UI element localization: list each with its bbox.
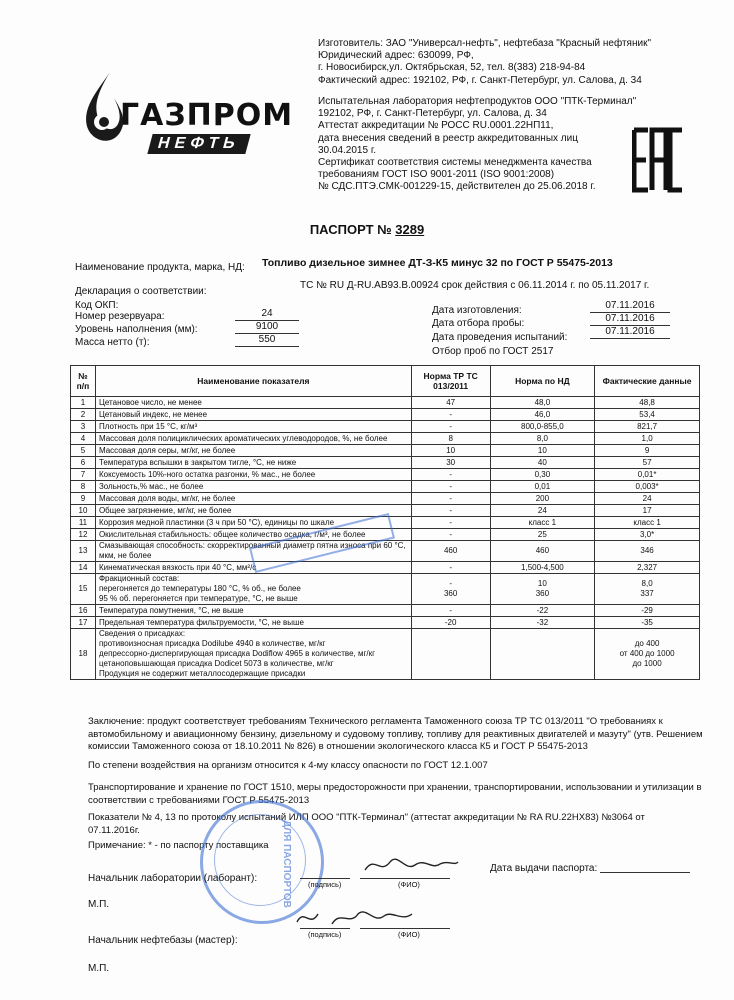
row-number: 12 — [71, 529, 96, 541]
row-actual: до 400 от 400 до 1000 до 1000 — [595, 629, 700, 680]
col-number-header: № п/п — [71, 366, 96, 397]
eac-mark — [632, 120, 684, 200]
row-nd: 8,0 — [490, 433, 595, 445]
row-actual: 53,4 — [595, 409, 700, 421]
row-number: 4 — [71, 433, 96, 445]
row-nd: 46,0 — [490, 409, 595, 421]
lab-head-label: Начальник лаборатории (лаборант): — [88, 873, 258, 884]
table-row — [71, 562, 700, 574]
row-actual: 0,01* — [595, 469, 700, 481]
sampling-standard: Отбор проб по ГОСТ 2517 — [432, 346, 554, 357]
row-nd: 0,30 — [490, 469, 595, 481]
row-number: 18 — [71, 629, 96, 680]
row-nd: 10 — [490, 445, 595, 457]
depot-head-label: Начальник нефтебазы (мастер): — [88, 935, 238, 946]
row-number: 2 — [71, 409, 96, 421]
okp-label: Код ОКП: — [75, 300, 119, 311]
table-row — [71, 493, 700, 505]
row-tr-ts — [411, 629, 490, 680]
lab-line: Испытательная лаборатория нефтепродуктов ООО "ПТК-Терминал" — [318, 96, 637, 107]
table-row — [71, 457, 700, 469]
table-row — [71, 541, 700, 562]
row-actual: 8,0 337 — [595, 574, 700, 605]
row-tr-ts: - — [411, 605, 490, 617]
row-actual: 24 — [595, 493, 700, 505]
row-name: Смазывающая способность: скорректированный диаметр пятна износа при 60 °С, мкм, не более — [95, 541, 411, 562]
row-nd — [490, 629, 595, 680]
lab-signature-line — [300, 878, 350, 879]
maker-line: Фактический адрес: 192102, РФ, г. Санкт-Петербург, ул. Салова, д. 34 — [318, 74, 642, 86]
table-row — [71, 421, 700, 433]
row-name: Окислительная стабильность: общее количество осадка, г/м³, не более — [95, 529, 411, 541]
net-mass-value: 550 — [235, 333, 299, 347]
row-number: 13 — [71, 541, 96, 562]
manufacture-date-value: 07.11.2016 — [590, 299, 670, 313]
row-tr-ts: 30 — [411, 457, 490, 469]
sampling-date-label: Дата отбора пробы: — [432, 318, 525, 329]
lab-line: дата внесения сведений в реестр аккредитованных лиц — [318, 132, 578, 144]
row-nd: 800,0-855,0 — [490, 421, 595, 433]
row-tr-ts: - — [411, 469, 490, 481]
row-name: Кинематическая вязкость при 40 °С, мм²/с — [95, 562, 411, 574]
passport-number: 3289 — [395, 222, 425, 237]
tank-label: Номер резервуара: — [75, 311, 165, 322]
row-nd: 0,01 — [490, 481, 595, 493]
row-name: Предельная температура фильтруемости, °С, не выше — [95, 617, 411, 629]
net-mass-label: Масса нетто (т): — [75, 337, 150, 348]
row-actual: -35 — [595, 617, 700, 629]
row-actual: 3,0* — [595, 529, 700, 541]
row-actual: 9 — [595, 445, 700, 457]
row-number: 10 — [71, 505, 96, 517]
maker-line: Изготовитель: ЗАО "Универсал-нефть", нефтебаза "Красный нефтяник" — [318, 38, 651, 49]
table-row — [71, 409, 700, 421]
row-name: Цетановый индекс, не менее — [95, 409, 411, 421]
row-number: 8 — [71, 481, 96, 493]
passport-title — [0, 222, 734, 237]
table-row — [71, 445, 700, 457]
col-actual-header: Фактические данные — [595, 366, 700, 397]
transport-text: Транспортирование и хранение по ГОСТ 1510, меры предосторожности при хранении, транспортировании, использовании и утилизации в соответствии с требованиями ГОСТ Р 55475-2013 — [88, 782, 702, 806]
signature-caption: (подпись) — [308, 880, 342, 889]
sampling-date-value: 07.11.2016 — [590, 312, 670, 326]
depot-signature-line — [300, 928, 350, 929]
row-tr-ts: - — [411, 562, 490, 574]
row-name: Температура вспышки в закрытом тигле, °С, не ниже — [95, 457, 411, 469]
row-tr-ts: - — [411, 529, 490, 541]
row-tr-ts: - — [411, 409, 490, 421]
declaration-label: Декларация о соответствии: — [75, 286, 207, 297]
row-name: Температура помутнения, °С, не выше — [95, 605, 411, 617]
row-name: Зольность,% мас., не более — [95, 481, 411, 493]
row-name: Плотность при 15 °С, кг/м³ — [95, 421, 411, 433]
tank-value: 24 — [235, 307, 299, 321]
fill-level-value: 9100 — [235, 320, 299, 334]
row-actual: 1,0 — [595, 433, 700, 445]
passport-label: ПАСПОРТ № — [309, 222, 392, 237]
row-tr-ts: 10 — [411, 445, 490, 457]
lab-signature — [360, 850, 460, 880]
row-nd: 200 — [490, 493, 595, 505]
row-tr-ts: - — [411, 517, 490, 529]
row-tr-ts: - — [411, 481, 490, 493]
row-name: Массовая доля воды, мг/кг, не более — [95, 493, 411, 505]
maker-line: г. Новосибирск,ул. Октябрьская, 52, тел. 8(383) 218-94-84 — [318, 62, 586, 74]
row-nd: 24 — [490, 505, 595, 517]
row-number: 7 — [71, 469, 96, 481]
mp-label-2: М.П. — [88, 963, 110, 974]
table-row — [71, 469, 700, 481]
col-name-header: Наименование показателя — [95, 366, 411, 397]
test-date-value: 07.11.2016 — [590, 325, 670, 339]
round-stamp-inner — [214, 814, 306, 906]
row-tr-ts: - — [411, 505, 490, 517]
product-name-label: Наименование продукта, марка, НД: — [75, 262, 245, 273]
row-tr-ts: - — [411, 493, 490, 505]
signature-caption-2: (подпись) — [308, 930, 342, 939]
col-nd-header: Норма по НД — [490, 366, 595, 397]
row-name: Коррозия медной пластинки (3 ч при 50 °С), единицы по шкале — [95, 517, 411, 529]
row-actual: класс 1 — [595, 517, 700, 529]
row-number: 1 — [71, 397, 96, 409]
table-header-row — [71, 366, 700, 397]
row-name: Общее загрязнение, мг/кг, не более — [95, 505, 411, 517]
row-number: 16 — [71, 605, 96, 617]
row-nd: 460 — [490, 541, 595, 562]
row-number: 11 — [71, 517, 96, 529]
row-number: 3 — [71, 421, 96, 433]
row-number: 17 — [71, 617, 96, 629]
lab-line: Аттестат аккредитации № РОСС RU.0001.22НП11, — [318, 120, 554, 132]
row-number: 14 — [71, 562, 96, 574]
hazard-text: По степени воздействия на организм относится к 4-му классу опасности по ГОСТ 12.1.007 — [88, 760, 488, 771]
fill-level-label: Уровень наполнения (мм): — [75, 324, 198, 335]
declaration-value: ТС № RU Д-RU.АВ93.В.00924 срок действия с 06.11.2014 г. по 05.11.2017 г. — [300, 280, 650, 291]
manufacture-date-label: Дата изготовления: — [432, 305, 522, 316]
row-nd: 1,500-4,500 — [490, 562, 595, 574]
row-actual: 2,327 — [595, 562, 700, 574]
row-nd: 40 — [490, 457, 595, 469]
test-date-label: Дата проведения испытаний: — [432, 332, 568, 343]
row-tr-ts: -20 — [411, 617, 490, 629]
fio-caption: (ФИО) — [398, 880, 420, 889]
mp-label-1: М.П. — [88, 899, 110, 910]
product-name-value: Топливо дизельное зимнее ДТ-З-К5 минус 32 по ГОСТ Р 55475-2013 — [262, 257, 613, 269]
table-row — [71, 605, 700, 617]
row-tr-ts: 47 — [411, 397, 490, 409]
row-name: Массовая доля полициклических ароматических углеводородов, %, не более — [95, 433, 411, 445]
row-actual: 48,8 — [595, 397, 700, 409]
row-name: Цетановое число, не менее — [95, 397, 411, 409]
row-actual: 17 — [595, 505, 700, 517]
row-nd: 48,0 — [490, 397, 595, 409]
indicators-text: Показатели № 4, 13 по протоколу испытаний ИЛП ООО "ПТК-Терминал" (аттестат аккредитации № RA RU.22НХ83) №3064 от 07.11.2016г. — [88, 812, 645, 836]
brand-top: ГАЗПРОМ — [120, 98, 294, 133]
lab-line: № СДС.ПТЭ.СМК-001229-15, действителен до 25.06.2018 г. — [318, 181, 596, 193]
lab-line: Сертификат соответствия системы менеджмента качества — [318, 157, 592, 169]
lab-line: 192102, РФ, г. Санкт-Петербург, ул. Салова, д. 34 — [318, 108, 547, 120]
lab-line: 30.04.2015 г. — [318, 144, 377, 156]
row-nd: -22 — [490, 605, 595, 617]
stamp-text: ДЛЯ ПАСПОРТОВ — [281, 820, 292, 908]
row-actual: 346 — [595, 541, 700, 562]
table-row — [71, 574, 700, 605]
table-row — [71, 481, 700, 493]
row-number: 6 — [71, 457, 96, 469]
row-number: 5 — [71, 445, 96, 457]
note-text: Примечание: * - по паспорту поставщика — [88, 840, 269, 851]
row-name: Фракционный состав: перегоняется до температуры 180 °С, % об., не более 95 % об. перегоняется при температуре, °С, не выше — [95, 574, 411, 605]
row-nd: класс 1 — [490, 517, 595, 529]
fio-caption-2: (ФИО) — [398, 930, 420, 939]
table-row — [71, 433, 700, 445]
issue-date-line — [600, 872, 690, 873]
brand-bottom: НЕФТЬ — [147, 134, 250, 154]
col-tr-ts-header: Норма ТР ТС 013/2011 — [411, 366, 490, 397]
table-row — [71, 629, 700, 680]
row-actual: 821,7 — [595, 421, 700, 433]
issue-date-label: Дата выдачи паспорта: — [490, 863, 598, 874]
lab-line: требованиям ГОСТ ISO 9001-2011 (ISO 9001:2008) — [318, 169, 555, 181]
row-actual: 57 — [595, 457, 700, 469]
table-row — [71, 397, 700, 409]
row-actual: -29 — [595, 605, 700, 617]
row-name: Сведения о присадках: противоизносная присадка Dodilube 4940 в количестве, мг/кг депрессорно-диспергирующая присадка Dodiflow 4965 в количестве, мг/кг цетаноповышающая присадка Dodicet 5073 в количестве, мг/кг Продукция не содержит металлосодержащие присадки — [95, 629, 411, 680]
row-name: Коксуемость 10%-ного остатка разгонки, % мас., не более — [95, 469, 411, 481]
depot-fio-line — [360, 928, 450, 929]
row-tr-ts: - — [411, 421, 490, 433]
row-nd: -32 — [490, 617, 595, 629]
row-nd: 10 360 — [490, 574, 595, 605]
row-tr-ts: - 360 — [411, 574, 490, 605]
conclusion-text: Заключение: продукт соответствует требованиям Технического регламента Таможенного союза ТР ТС 013/2011 "О требованиях к автомобильному и авиационному бензину, дизельному и судовому топливу, топливу для реактивных двигателей и мазуту" (утв. Решением комиссии Таможенного союза от 18.10.2011 № 826) в отношении экологического класса К5 и ГОСТ Р 55475-2013 — [88, 716, 703, 752]
maker-line: Юридический адрес: 630099, РФ, — [318, 50, 474, 62]
row-tr-ts: 8 — [411, 433, 490, 445]
row-actual: 0,003* — [595, 481, 700, 493]
row-nd: 25 — [490, 529, 595, 541]
table-row — [71, 617, 700, 629]
row-name: Массовая доля серы, мг/кг, не более — [95, 445, 411, 457]
row-tr-ts: 460 — [411, 541, 490, 562]
maker-info — [318, 38, 688, 87]
row-number: 15 — [71, 574, 96, 605]
row-number: 9 — [71, 493, 96, 505]
